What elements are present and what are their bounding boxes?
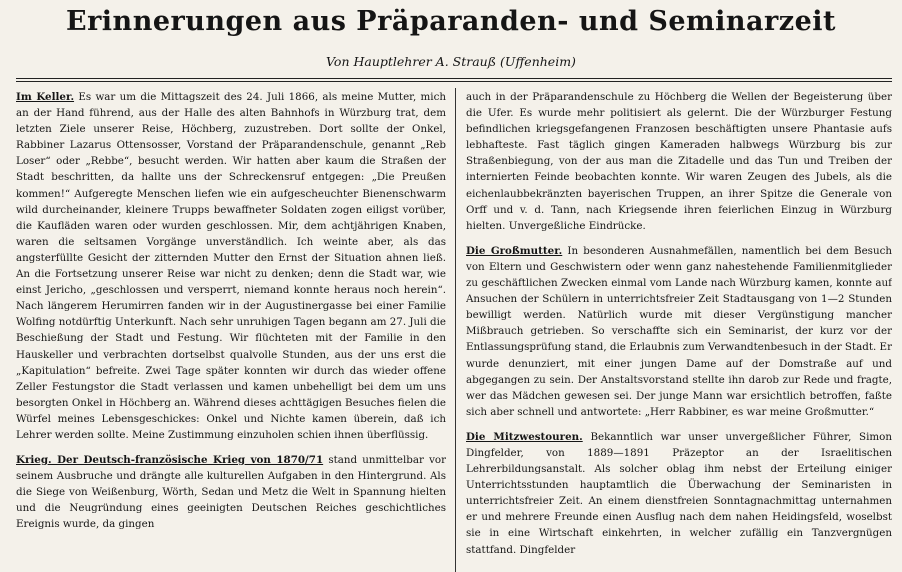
paragraph-text: In besonderen Ausnahmefällen, namentlich bei dem Besuch von Eltern und Geschwistern oder wenn ganz nahestehende Familienmitglieder zu geschäftlichen Zwecken einmal vom Lande nach Würzburg kamen, konnte auf Ansuchen der Schülern in unterrichtsfreier Zeit Stadtausgang von 1—2 Stunden bewilligt werden. Natürlich wurde mit dieser Vergünstigung mancher Mißbrauch getrieben. So verschaffte sich ein Seminarist, der kurz vor der Entlassungsprüfung stand, die Erlaubnis zum Verwandtenbesuch in der Stadt. Er wurde denunziert, mit einer jungen Dame auf der Domstraße auf und abgegangen zu sein. Der Anstaltsvorstand stellte ihn darob zur Rede und fragte, wer das Mädchen gewesen sei. Der junge Mann war ersichtlich betroffen, faßte sich aber schnell und antwortete: „Herr Rabbiner, es war meine Großmutter.“ <box>466 244 892 418</box>
paragraph-im-keller <box>16 89 446 443</box>
header-rule-top <box>16 78 892 79</box>
paragraph-krieg <box>16 452 446 532</box>
paragraph-grossmutter <box>466 243 892 420</box>
left-column <box>16 89 446 572</box>
paragraph-heading: Die Mitzwestouren. <box>466 430 583 443</box>
right-column <box>466 89 892 572</box>
paragraph-text: stand unmittelbar vor seinem Ausbruche und drängte alle kulturellen Aufgaben in den Hintergrund. Als die Siege von Weißenburg, Wörth, Sedan und Metz die Welt in Spannung hielten und die Neugründung eines geeinigten Deutschen Reiches geschichtliches Ereignis wurde, da gingen <box>16 454 446 531</box>
header-rule-bottom <box>16 81 892 82</box>
paragraph-text: Es war um die Mittagszeit des 24. Juli 1866, als meine Mutter, mich an der Hand führend, aus der Halle des alten Bahnhofs in Würzburg trat, dem letzten Ziele unserer Reise, Höchberg, zuzustreben. Dort sollte der Onkel, Rabbiner Lazarus Ottensosser, Vorstand der Präparandenschule, genannt „Reb Loser“ oder „Rebbe“, besucht werden. Wir hatten aber kaum die Straßen der Stadt beschritten, da hallte uns der Schreckensruf entgegen: „Die Preußen kommen!“ Aufgeregte Menschen liefen wie ein aufgescheuchter Bienenschwarm wild durcheinander, kleinere Trupps bewaffneter Soldaten zogen eiligst vorüber, die Kaufläden waren oder wurden geschlossen. Mir, dem achtjährigen Knaben, waren die seltsamen Vorgänge unverständlich. Ich weinte aber, als das angsterfüllte Gesicht der zitternden Mutter den Ernst der Situation ahnen ließ. An die Fortsetzung unserer Reise war nicht zu denken; denn die Stadt war, wie einst Jericho, „geschlossen und versperrt, niemand konnte heraus noch herein“. Nach längerem Herumirren fanden wir in der Augustinergasse bei einer Familie Wolfing notdürftig Unterkunft. Nach sehr unruhigen Tagen begann am 27. Juli die Beschießung der Stadt und Festung. Wir flüchteten mit der Familie in den Hauskeller und verbrachten dortselbst qualvolle Stunden, aus der uns erst die „Kapitulation“ befreite. Zwei Tage später konnten wir durch das wieder offene Zeller Festungstor die Stadt verlassen und kamen unbehelligt bei dem um uns besorgten Onkel in Höchberg an. Während dieses achttägigen Besuches fielen die Würfel meines Lebensgeschickes: Onkel und Nichte kamen überein, daß ich Lehrer werden sollte. Meine Zustimmung einzuholen schien ihnen überflüssig. <box>16 91 446 441</box>
paragraph-continuation <box>466 89 892 234</box>
article-byline: Von Hauptlehrer A. Strauß (Uffenheim) <box>326 54 576 69</box>
paragraph-heading: Krieg. Der Deutsch-französische Krieg von 1870/71 <box>16 454 324 467</box>
paragraph-heading: Im Keller. <box>16 91 75 103</box>
paragraph-text: auch in der Präparandenschule zu Höchberg die Wellen der Begeisterung über die Ufer. Es wurde mehr politisiert als gelernt. Die der Würzburger Festung befindlichen kriegsgefangenen Franzosen beschäftigten unsere Phantasie aufs lebhafteste. Fast täglich gingen Kameraden halbwegs Würzburg bis zur Straßenbiegung, von der aus man die Zitadelle und das Tun und Treiben der internierten Feinde beobachten konnte. Wir waren Zeugen des Jubels, als die eichenlaubbekränzten bayerischen Truppen, an ihrer Spitze die Generale von Orff und v. d. Tann, nach Kriegsende ihren feierlichen Einzug in Würzburg hielten. Unvergeßliche Eindrücke. <box>466 91 892 232</box>
article-title: Erinnerungen aus Präparanden- und Seminarzeit <box>66 6 836 37</box>
paragraph-text: Bekanntlich war unser unvergeßlicher Führer, Simon Dingfelder, von 1889—1891 Präzeptor an der Israelitischen Lehrerbildungsanstalt. Als solcher oblag ihm nebst der Erteilung einiger Unterrichtsstunden hauptamtlich die Überwachung der Seminaristen in unterrichtsfreier Zeit. An einem dienstfreien Sonntagnachmittag unternahmen er und mehrere Freunde einen Ausflug nach dem nahen Heidingsfeld, woselbst sie in eine Wirtschaft einkehrten, in welcher zufällig ein Tanzvergnügen stattfand. Dingfelder <box>466 430 892 556</box>
paragraph-heading: Die Großmutter. <box>466 244 563 257</box>
paragraph-mitzwestouren <box>466 429 892 558</box>
column-divider <box>455 88 456 572</box>
